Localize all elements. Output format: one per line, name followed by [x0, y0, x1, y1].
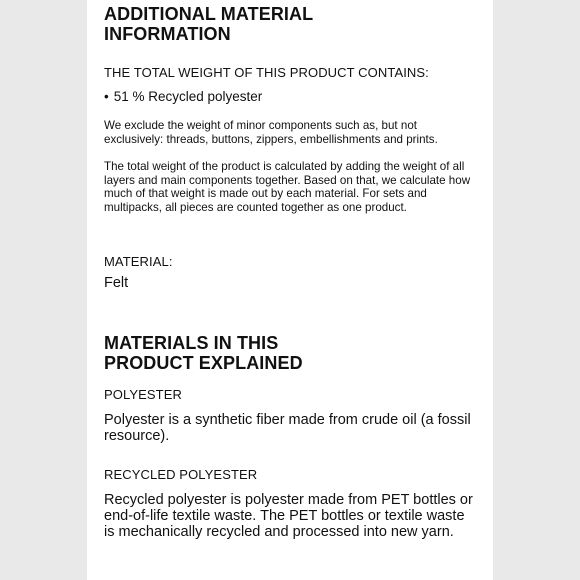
material-description: Polyester is a synthetic fiber made from crude oil (a fossil resource).: [104, 411, 471, 444]
composition-text: 51 % Recycled polyester: [113, 89, 263, 104]
explained-heading-line-1: MATERIALS IN THIS: [104, 332, 279, 353]
total-weight-label: THE TOTAL WEIGHT OF THIS PRODUCT CONTAINS:: [104, 65, 429, 80]
material-name: POLYESTER: [104, 386, 182, 402]
material-info-panel: [87, 0, 493, 580]
material-explained-item-polyester: [104, 387, 476, 444]
composition-item: [104, 89, 476, 105]
material-explained-item-recycled-polyester: [104, 467, 476, 540]
material-label: MATERIAL:: [104, 253, 173, 269]
material-name: RECYCLED POLYESTER: [104, 466, 258, 482]
additional-material-heading: [104, 4, 476, 44]
calculation-note: The total weight of the product is calculated by adding the weight of all layers and main components together. Based on that, we calculate how much of that weight is made out by each material. For sets and multipacks, all pieces are counted together as one product.: [104, 160, 471, 214]
materials-explained-section: [104, 333, 476, 540]
material-section: [104, 254, 476, 291]
additional-heading-line-1: ADDITIONAL MATERIAL: [104, 4, 314, 24]
materials-explained-heading: [104, 333, 476, 373]
bullet-icon: •: [104, 89, 109, 104]
material-value: Felt: [104, 274, 129, 291]
additional-material-section: [104, 4, 476, 215]
explained-heading-line-2: PRODUCT EXPLAINED: [104, 352, 303, 373]
additional-heading-line-2: INFORMATION: [104, 24, 231, 44]
material-info-content: [104, 4, 476, 540]
exclude-note: We exclude the weight of minor components such as, but not exclusively: threads, buttons, zippers, embellishments and prints.: [104, 119, 438, 146]
material-description: Recycled polyester is polyester made from PET bottles or end-of-life textile waste. The PET bottles or textile waste is mechanically recycled and processed into new yarn.: [104, 491, 473, 540]
